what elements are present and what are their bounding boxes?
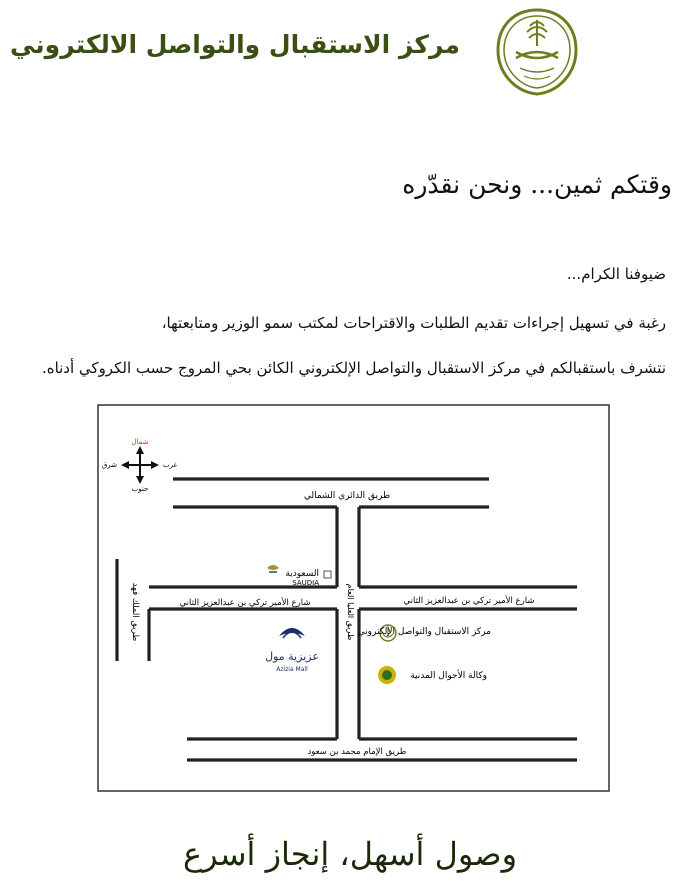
slogan: وقتكم ثمين... ونحن نقدّره [402,170,672,199]
road-king-fahd: طريق الملك فهد [130,582,140,642]
civil-affairs-label: وكالة الأحوال المدنية [410,671,487,681]
road-imam-mohammed: طريق الإمام محمد بن سعود [307,747,407,757]
road-north-ring: طريق الدائري الشمالي [303,491,391,501]
aziziya-english: Azizia Mall [276,666,308,673]
saudia-arabic: السعودية [285,569,319,579]
compass-south: جنوب [131,485,149,493]
aziziya-arabic: عزيزية مول [265,650,319,663]
road-prince-turki-right: شارع الأمير تركي بن عبدالعزيز الثاني [403,596,535,606]
closing-slogan: وصول أسهل، إنجاز أسرع [182,835,518,873]
location-map [97,404,610,792]
saudia-english: SAUDIA [292,579,319,587]
body-line-1: رغبة في تسهيل إجراءات تقديم الطلبات والاقتراحات لمكتب سمو الوزير ومتابعتها، [161,314,666,332]
compass-west: غرب [163,461,178,469]
header-title: مركز الاستقبال والتواصل الالكتروني [10,30,460,59]
compass-north: شمال [131,438,149,446]
road-prince-turki-left: شارع الأمير تركي بن عبدالعزيز الثاني [179,598,311,608]
greeting-text: ضيوفنا الكرام... [566,265,666,283]
body-line-2: نتشرف باستقبالكم في مركز الاستقبال والتواصل الإلكتروني الكائن بحي المروج حسب الكروكي أدناه. [41,359,666,377]
center-label: مركز الاستقبال والتواصل الإلكتروني [357,627,491,637]
ministry-logo [494,6,580,98]
civil-affairs-logo-icon [378,666,396,684]
compass-east: شرق [101,461,117,469]
road-olaya: طريق العليا العام [346,583,355,641]
